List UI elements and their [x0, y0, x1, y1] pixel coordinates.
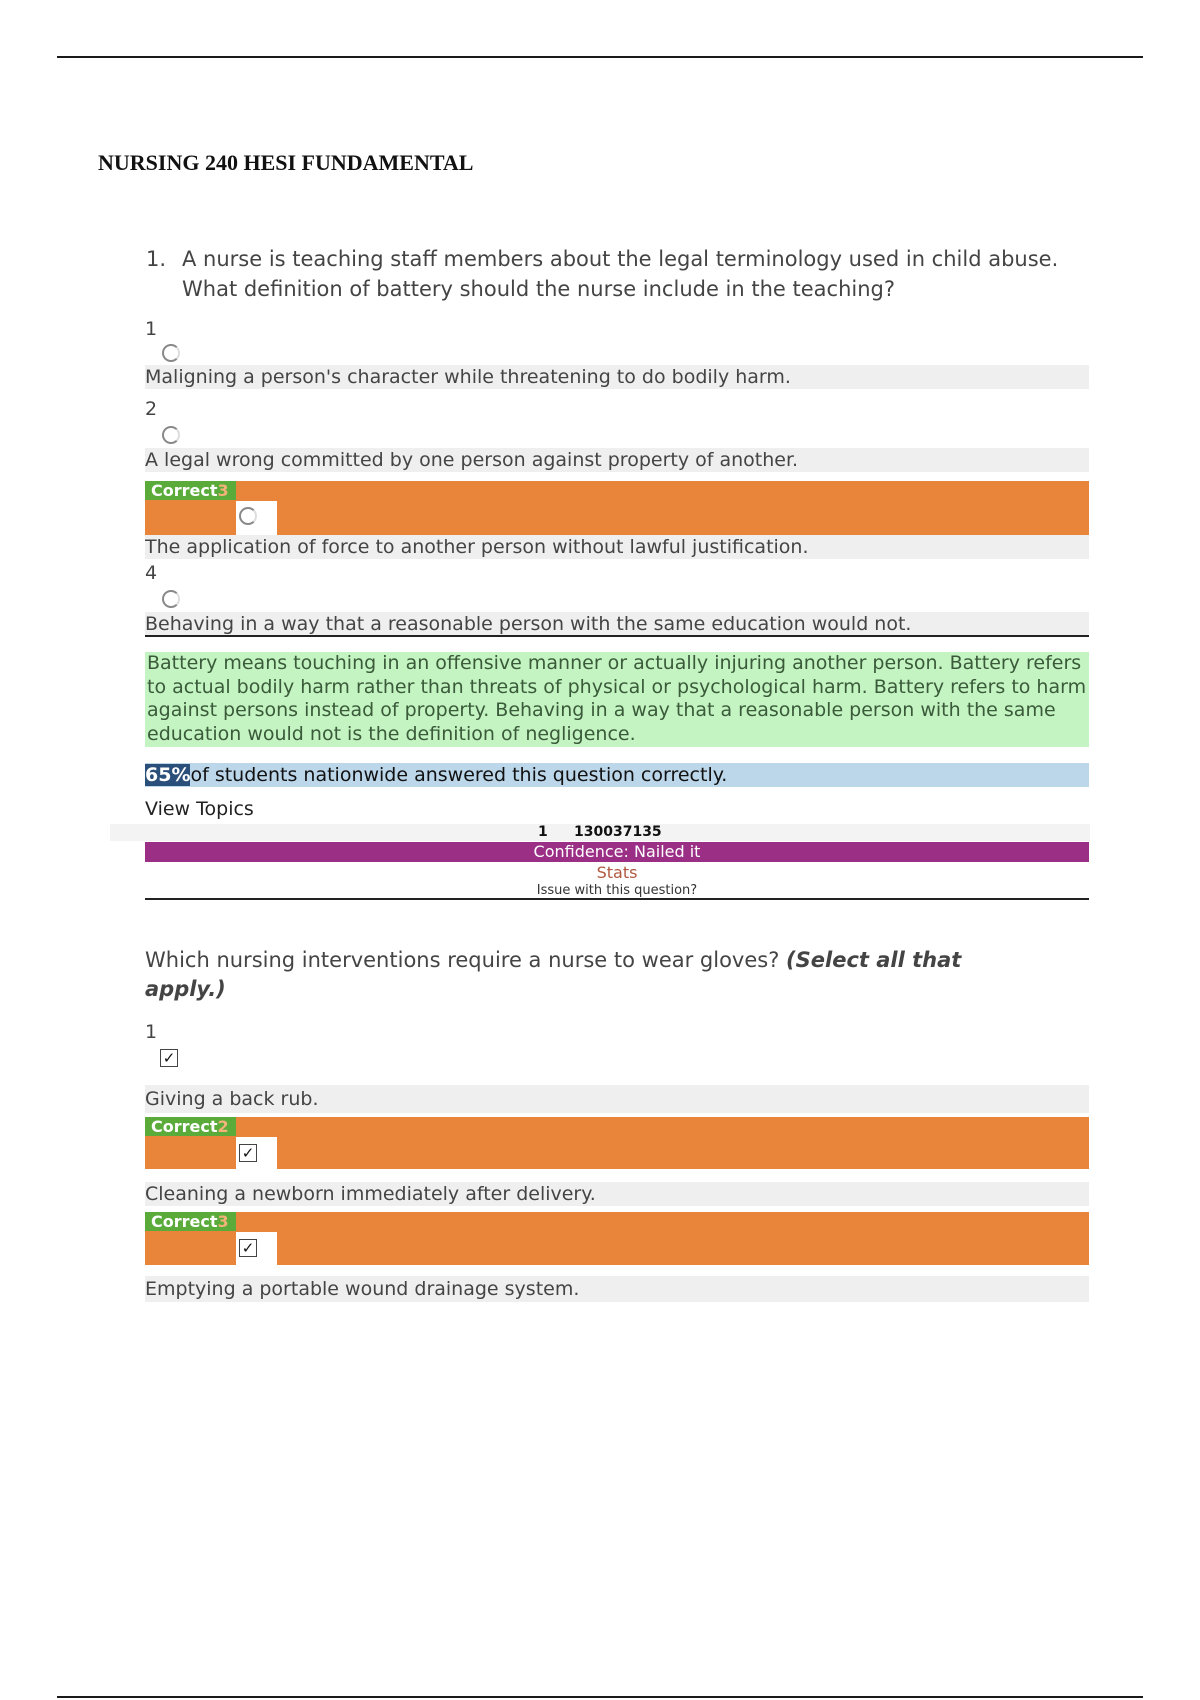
percent-value: 65% [145, 764, 191, 786]
option-text[interactable]: Emptying a portable wound drainage system. [145, 1276, 1089, 1302]
option-number: 2 [145, 398, 158, 420]
correct-answer-bar [145, 1117, 1089, 1169]
correct-badge [145, 1117, 236, 1136]
radio-button[interactable] [239, 507, 257, 525]
correct-label: Correct [151, 1212, 218, 1231]
question-id-number: 1 [538, 824, 548, 840]
rationale-box: Battery means touching in an offensive manner or actually injuring another person. Battery refers to actual bodily harm rather than threats of physical or psychological harm. Battery refers to harm against persons instead of property. Behaving in a way that a reasonable person with the same education would not is the definition of negligence. [145, 652, 1089, 747]
option-number: 1 [145, 318, 158, 340]
selection-box [236, 1137, 277, 1169]
question-id-code: 130037135 [574, 824, 662, 840]
correct-answer-bar [145, 1212, 1089, 1265]
question-divider [145, 898, 1089, 900]
correct-badge [145, 1212, 236, 1231]
issue-link[interactable]: Issue with this question? [536, 883, 698, 898]
option-text[interactable]: Giving a back rub. [145, 1085, 1089, 1113]
radio-button[interactable] [162, 590, 180, 608]
option-number: 3 [217, 1212, 229, 1231]
correct-label: Correct [151, 1117, 218, 1136]
options-divider [145, 635, 1089, 637]
checkbox[interactable]: ✓ [239, 1239, 257, 1257]
radio-button[interactable] [162, 344, 180, 362]
document-title: NURSING 240 HESI FUNDAMENTAL [98, 150, 474, 175]
bottom-rule [57, 1696, 1143, 1698]
correct-label: Correct [151, 481, 218, 500]
stats-link[interactable]: Stats [596, 863, 638, 882]
top-rule [57, 56, 1143, 58]
percent-text: of students nationwide answered this question correctly. [190, 764, 728, 786]
option-number: 4 [145, 562, 158, 584]
question-2-emphasis: (Select all that apply.) [145, 948, 962, 1001]
question-1-number: 1. [146, 247, 167, 271]
selection-box [236, 1232, 277, 1265]
option-text[interactable]: The application of force to another person without lawful justification. [145, 535, 1089, 559]
option-text[interactable]: Behaving in a way that a reasonable person with the same education would not. [145, 612, 1089, 636]
option-text[interactable]: Cleaning a newborn immediately after delivery. [145, 1182, 1089, 1206]
view-topics-link[interactable]: View Topics [145, 798, 254, 820]
correct-answer-bar [145, 481, 1089, 535]
confidence-bar: Confidence: Nailed it [145, 842, 1089, 862]
question-1-text: A nurse is teaching staff members about the legal terminology used in child abuse. What definition of battery should the nurse include in the teaching? [182, 247, 1059, 301]
option-number: 1 [145, 1021, 158, 1043]
option-text[interactable]: A legal wrong committed by one person against property of another. [145, 448, 1089, 472]
selection-box [236, 501, 277, 535]
correct-badge [145, 481, 236, 500]
radio-button[interactable] [162, 426, 180, 444]
question-2-text [145, 946, 1045, 1004]
percent-bar [145, 763, 1089, 787]
option-text[interactable]: Maligning a person's character while threatening to do bodily harm. [145, 365, 1089, 389]
option-number: 3 [217, 481, 229, 500]
checkbox[interactable]: ✓ [160, 1049, 178, 1067]
question-id-row [110, 824, 1090, 841]
question-2-stem: Which nursing interventions require a nurse to wear gloves? [145, 948, 780, 972]
option-number: 2 [217, 1117, 229, 1136]
checkbox[interactable]: ✓ [239, 1144, 257, 1162]
